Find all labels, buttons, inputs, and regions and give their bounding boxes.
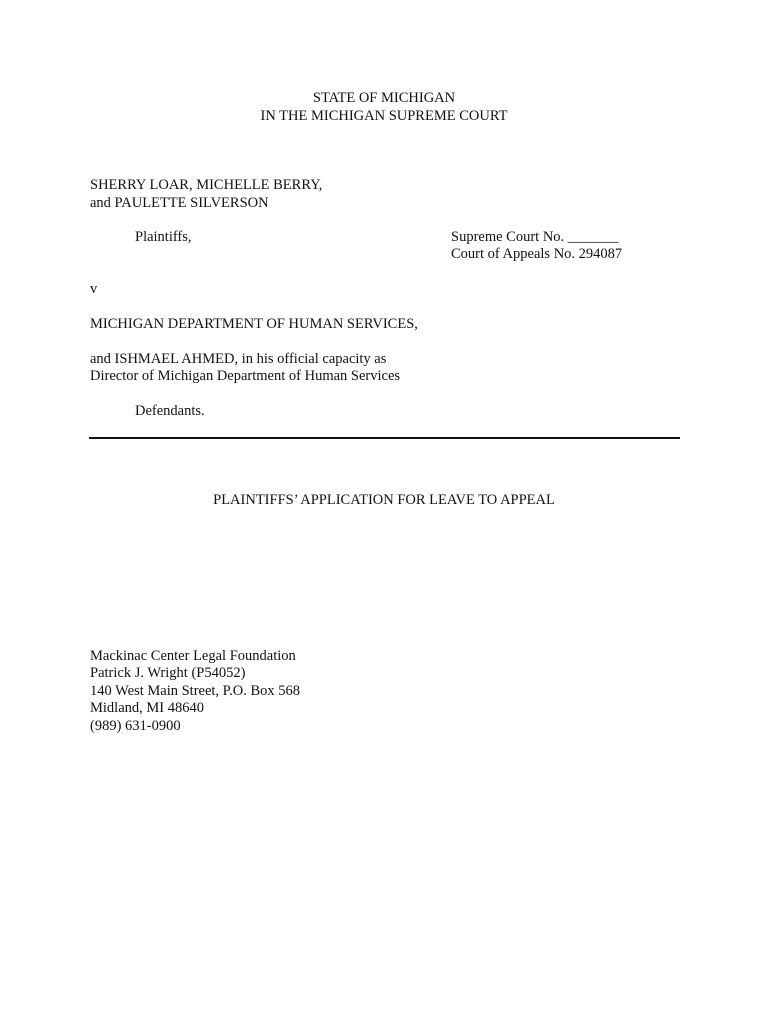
counsel-organization: Mackinac Center Legal Foundation [90, 648, 296, 664]
state-heading: STATE OF MICHIGAN [312, 90, 456, 106]
counsel-street: 140 West Main Street, P.O. Box 568 [90, 683, 301, 699]
defendants-label: Defendants. [135, 403, 205, 419]
defendant-department: MICHIGAN DEPARTMENT OF HUMAN SERVICES, [90, 316, 418, 332]
court-heading: IN THE MICHIGAN SUPREME COURT [260, 108, 508, 124]
defendant-director-line1: and ISHMAEL AHMED, in his official capacity as [90, 351, 387, 367]
versus-label: v [90, 281, 98, 297]
caption-divider [89, 437, 680, 439]
plaintiffs-label: Plaintiffs, [135, 229, 192, 245]
supreme-court-number: Supreme Court No. _______ [451, 229, 619, 245]
plaintiffs-names-line1: SHERRY LOAR, MICHELLE BERRY, [90, 177, 323, 193]
counsel-city: Midland, MI 48640 [90, 700, 204, 716]
counsel-attorney: Patrick J. Wright (P54052) [90, 665, 246, 681]
defendant-director-line2: Director of Michigan Department of Human Services [90, 368, 401, 384]
document-title: PLAINTIFFS’ APPLICATION FOR LEAVE TO APPEAL [213, 492, 555, 508]
plaintiffs-names-line2: and PAULETTE SILVERSON [90, 195, 269, 211]
counsel-phone: (989) 631-0900 [90, 718, 181, 734]
court-of-appeals-number: Court of Appeals No. 294087 [451, 246, 623, 262]
